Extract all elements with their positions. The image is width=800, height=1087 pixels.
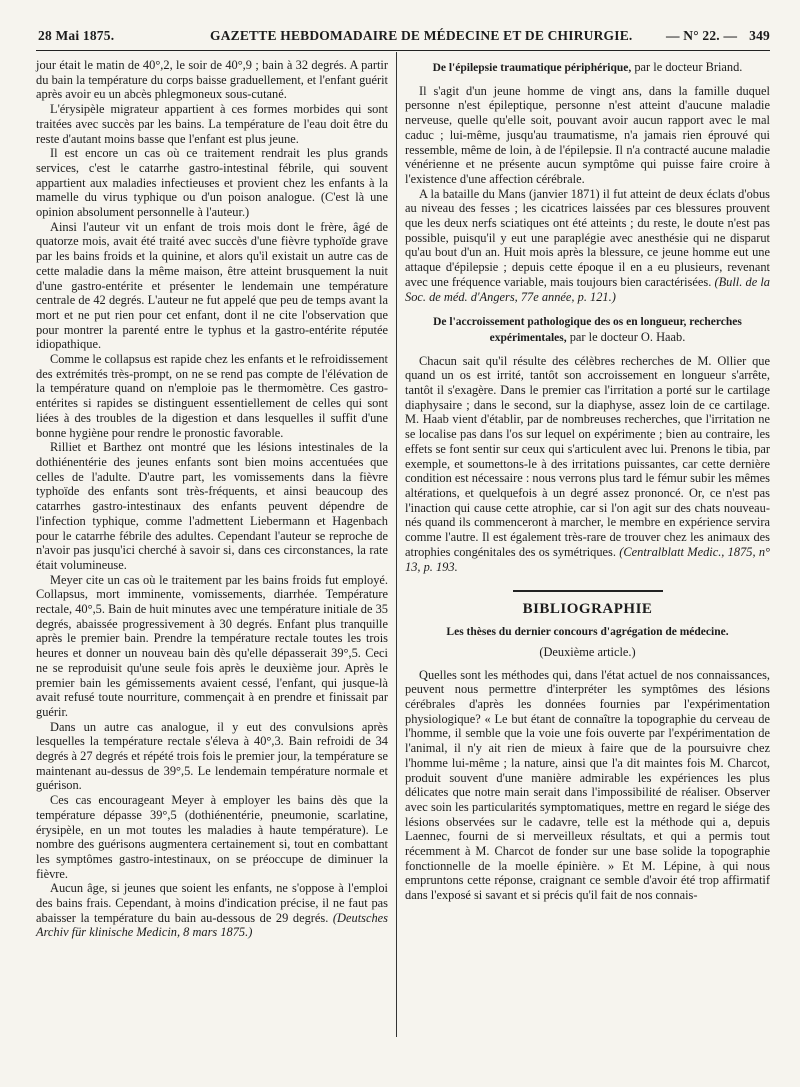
- left-paragraph: Comme le collapsus est rapide chez les enfants et le refroidissement des extrémités très-prompt, on ne se rend pas compte de l'élévation de la température quand on n'emploie pas le thermomètre. Ces gastro-entérites si rapides se distinguent essentiellement de celles qui sont liées à des troubles de la digestion et dans lesquelles il suffit d'une bonne hygiène pour rendre le pronostic favorable.: [36, 352, 388, 440]
- column-rule: [396, 52, 397, 1037]
- bibliography-paragraph: Quelles sont les méthodes qui, dans l'état actuel de nos connaissances, peuvent nous permettre d'interpréter les symptômes des lésions cérébrales d'après les données fournies par l'expérimentation physiologique? « Le but étant de connaître la topographie du cerveau de l'homme, il semble que la voie une fois ouverte par l'expérimentation de l'animal, il n'y ait rien de mieux à faire que de la poursuivre chez l'homme lui-même ; la nature, ainsi que l'a dit maintes fois M. Charcot, produit souvent d'une manière admirable les expériences les plus délicates que notre main serait dans l'impossibilité de réaliser. Observer avec soin les particularités symptomatiques, mettre en regard le siége des lésions observées sur le cadavre, telle est la méthode qui a, depuis Laennec, fourni de si merveilleux résultats, et qui a permis tout récemment à M. Charcot de fonder sur une base solide la topographie fonctionnelle de la moelle épinière. » Et M. Lépine, à qui nous empruntons cette réponse, craignant ce semble d'avoir été trop affirmatif dans l'exposé si savant et si précis qu'il fait de nos connais-: [405, 667, 770, 903]
- header-rule: [36, 50, 770, 51]
- header-page-number: 349: [749, 28, 770, 43]
- article-paragraph: Il s'agit d'un jeune homme de vingt ans, dans la famille duquel personne n'est épileptique, personne n'est atteint d'aucune maladie nerveuse, quelle qu'elle soit, pouvant avoir aucun rapport avec le mal caduc ; lui-même, jusqu'au traumatisme, n'a jamais rien éprouvé qui ressemble, même de loin, à de l'épilepsie. Il n'a contracté aucune maladie vénérienne et ne présente aucun symptôme qui puisse faire croire à l'existence d'une affection cérébrale.: [405, 83, 770, 186]
- running-header: [38, 28, 770, 50]
- left-paragraph-last: [36, 881, 388, 940]
- left-paragraph: Il est encore un cas où ce traitement rendrait les plus grands services, c'est le catarrhe gastro-intestinal fébrile, qui souvent appartient aux maladies infectieuses et provient chez les enfants à la mamelle du virus typhique ou d'un poison analogue. (C'est là une opinion absolument personnelle à l'auteur.): [36, 146, 388, 220]
- left-paragraph: Meyer cite un cas où le traitement par les bains froids fut employé. Collapsus, mort imminente, vomissements, diarrhée. Température rectale, 40°,5. Bain de huit minutes avec une température initiale de 35 degrés, abaissée progressivement à 30 degrés. Enfant plus tranquille après le premier bain. Prendre la température rectale toutes les trois heures et donner un nouveau bain dès qu'elle dépasserait 39°,5. Ceci ne se reproduisit qu'une seule fois après le deuxième jour. Après le premier bain les gémissements avaient cessé, l'enfant, qui jusque-là avait refusé toute nourriture, commençait à en prendre et finissait par guérir.: [36, 572, 388, 719]
- left-paragraph: Ces cas encourageant Meyer à employer les bains dès que la température dépasse 39°,5 (dothiénentérie, pneumonie, scarlatine, érysipèle, en un mot toutes les maladies à haute température). Le nombre des guérisons augmentera certainement si, tout en combattant les symptômes gastro-intestinaux, on se préoccupe de diminuer la fièvre.: [36, 793, 388, 881]
- article-byline: par le docteur Briand.: [631, 60, 743, 74]
- header-date: 28 Mai 1875.: [38, 28, 115, 43]
- source-citation: (Centralblatt Medic., 1875, n° 13, p. 193.: [405, 544, 770, 574]
- bibliography-part-label: (Deuxième article.): [539, 644, 636, 659]
- article-title-text: De l'épilepsie traumatique périphérique,: [432, 62, 632, 74]
- left-column: [36, 58, 388, 940]
- right-column: [405, 58, 770, 903]
- article-title-epilepsie: [405, 60, 770, 76]
- article-title-accroissement: [405, 314, 770, 345]
- article-paragraph-text: A la bataille du Mans (janvier 1871) il fut atteint de deux éclats d'obus au niveau des fesses ; les cicatrices laissées par ces blessures prouvent que les deux nerfs sciatiques ont été atteints ; du reste, le doute n'est pas possible, puisqu'il y eut une paraplégie avec anesthésie qui ne disparut qu'au bout d'un an. Huit mois après la blessure, ce jeune homme eut une attaque d'épilepsie ; depuis cette époque il en a eu plusieurs, revenant avec une fréquence variable, mais toujours bien caractérisées.: [405, 186, 770, 289]
- left-paragraph-text: Aucun âge, si jeunes que soient les enfants, ne s'oppose à l'emploi des bains frais. Cependant, à moins d'indication précise, il ne faut pas abaisser la température du bain au-dessous de 29 degrés.: [36, 881, 388, 925]
- left-paragraph: Ainsi l'auteur vit un enfant de trois mois dont le frère, âgé de quatorze mois, avait été traité avec succès d'une fièvre typhoïde grave par les bains froids et la quinine, et alors qu'il existait un autre cas de cette maladie dans la même maison, être atteint brusquement la nuit d'une gastro-entérite et présenter le lendemain une température centrale de 42 degrés. L'auteur ne fut appelé que peu de temps avant la mort et ne put rien pour cet enfant, dont il ne cite l'observation que pour montrer la parenté entre le typhus et la gastro-entérite réputée idiopathique.: [36, 219, 388, 352]
- article-byline: par le docteur O. Haab.: [566, 329, 686, 344]
- source-citation: (Deutsches Archiv für klinische Medicin, 8 mars 1875.): [36, 910, 388, 940]
- left-paragraph: Dans un autre cas analogue, il y eut des convulsions après lesquelles la température rectale s'éleva à 40°,3. Bain refroidi de 34 degrés à 27 degrés et répété trois fois le premier jour, la température se maintenant au-dessus de 39°,5. Le lendemain température normale et guérison.: [36, 719, 388, 793]
- header-issue-number: — N° 22. —: [666, 28, 738, 43]
- bibliography-subtitle: Les thèses du dernier concours d'agrégation de médecine.: [446, 625, 729, 638]
- section-separator: [513, 590, 663, 592]
- bibliography-heading: BIBLIOGRAPHIE: [522, 601, 653, 618]
- left-paragraph: Rilliet et Barthez ont montré que les lésions intestinales de la dothiénentérie des jeunes enfants sont bien moins accentuées que celles de l'adulte. D'autre part, les vomissements dans la fièvre typhoïde des enfants sont très-fréquents, et ainsi beaucoup des catarrhes gastro-intestinaux des enfants peuvent dépendre de l'infection typhique, comme l'admettent Liebermann et Hagenbach pour le catarrhe fébrile des adultes. Cependant l'auteur se reproche de n'avoir pas jusqu'ici cherché à savoir si, dans ces circonstances, la rate était volumineuse.: [36, 440, 388, 572]
- source-citation: (Bull. de la Soc. de méd. d'Angers, 77e année, p. 121.): [405, 274, 771, 304]
- article-paragraph-last: [405, 354, 770, 575]
- header-journal-title: GAZETTE HEBDOMADAIRE DE MÉDECINE ET DE CHIRURGIE.: [210, 28, 633, 43]
- article-paragraph-last: [405, 187, 770, 305]
- left-paragraph: L'érysipèle migrateur appartient à ces formes morbides qui sont traitées avec succès par les bains. La température de l'eau doit être du reste d'autant moins basse que l'enfant est plus jeune.: [36, 102, 388, 146]
- article-paragraph-text: Chacun sait qu'il résulte des célèbres recherches de M. Ollier que quand un os est irrité, tantôt son accroissement en longueur s'arrête, tantôt il s'exagère. Dans le premier cas l'irritation a porté sur le cartilage diaphysaire ; dans le second, sur la diaphyse, assez loin de ce cartilage. M. Haab vient d'établir, par de nombreuses recherches, que l'irritation ne se localise pas dans l'os sur lequel on expérimente ; bien au contraire, les effets se font sentir sur ceux qui s'articulent avec lui. Prenons le tibia, par exemple, et soumettons-le à des irritations puissantes, car cette dernière condition est nécessaire : nous verrons plus tard le fémur subir les mêmes altérations, et quelquefois à un degré assez prononcé. Or, ce n'est pas l'inaction qui cause cette atrophie, car si l'on agit sur des chats nouveau-nés quand ils commenceront à marcher, le membre en expérience servira comme l'autre. Il est également très-rare de trouver chez les animaux des atrophies congénitales des os symétriques.: [405, 353, 770, 559]
- left-paragraph: jour était le matin de 40°,2, le soir de 40°,9 ; bain à 32 degrés. A partir du bain la température du corps baisse graduellement, et l'enfant guérit après avoir eu un abcès phlegmoneux sous-cutané.: [36, 58, 388, 102]
- article-title-text: De l'accroissement pathologique des os en longueur, recherches expérimentales,: [433, 316, 742, 344]
